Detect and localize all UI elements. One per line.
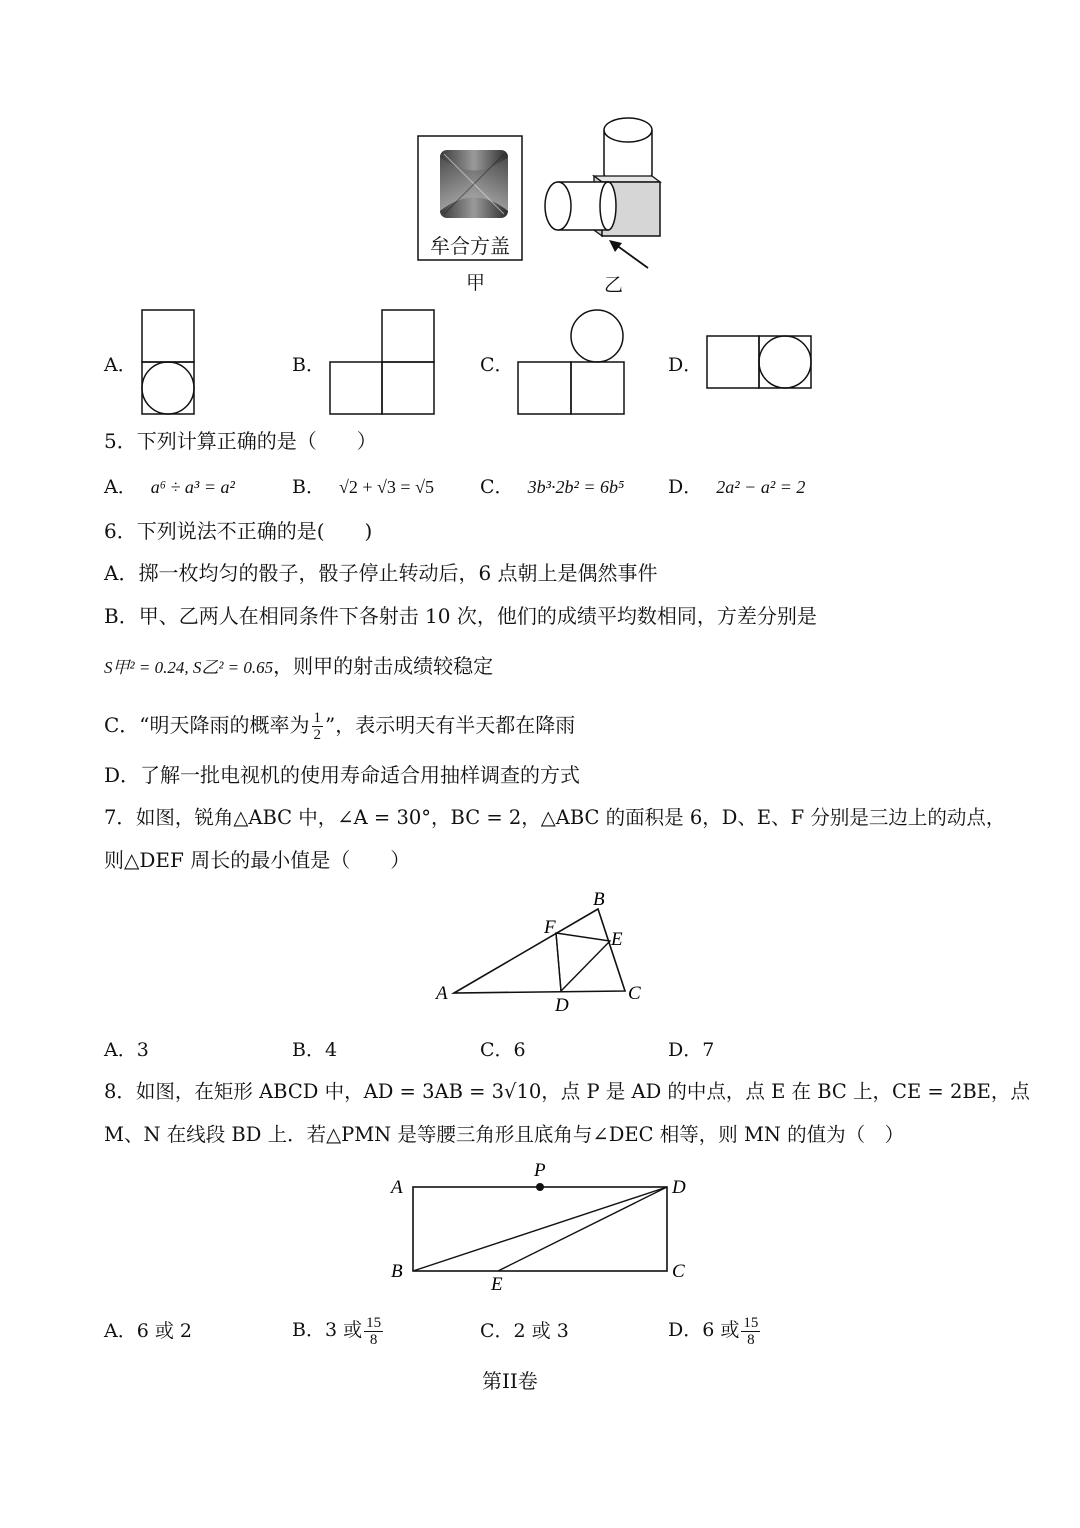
q8-option-d-den: 8 bbox=[747, 1331, 755, 1348]
q7-label-e: E bbox=[611, 929, 623, 950]
q5-option-a-label: A． bbox=[104, 476, 137, 498]
q4-option-d-label: D． bbox=[668, 354, 703, 376]
q8-option-b-pre: B．3 或 bbox=[292, 1319, 363, 1341]
q5-option-c bbox=[480, 474, 624, 500]
q8-option-b-den: 8 bbox=[369, 1331, 378, 1348]
q8-option-b-num: 15 bbox=[366, 1314, 382, 1331]
q8-label-b: B bbox=[391, 1261, 403, 1282]
q8-option-d-pre: D．6 或 bbox=[668, 1319, 740, 1341]
q8-label-a: A bbox=[391, 1177, 403, 1198]
q8-option-a: A．6 或 2 bbox=[104, 1320, 192, 1342]
q8-label-p: P bbox=[534, 1160, 546, 1181]
q7-triangle-figure bbox=[428, 885, 658, 1017]
q4-option-c-figure bbox=[516, 308, 628, 418]
q4-option-b-label: B． bbox=[292, 354, 325, 376]
q4-option-b-figure bbox=[328, 308, 438, 418]
q7-stem-line1: 7．如图，锐角△ABC 中，∠A = 30°，BC = 2，△ABC 的面积是 6，D、E、F 分别是三边上的动点， bbox=[104, 806, 1006, 829]
q8-option-c: C．2 或 3 bbox=[480, 1320, 569, 1342]
q5-option-d-label: D． bbox=[668, 476, 703, 498]
q4-label-yi: 乙 bbox=[604, 274, 624, 296]
q7-stem-line2: 则△DEF 周长的最小值是（ ） bbox=[104, 848, 411, 872]
q5-option-b bbox=[292, 474, 434, 500]
q8-label-e: E bbox=[491, 1274, 503, 1295]
section-title: 第II卷 bbox=[482, 1369, 538, 1393]
q6-option-a: A．掷一枚均匀的骰子，骰子停止转动后，6 点朝上是偶然事件 bbox=[104, 561, 658, 585]
q7-option-a: A．3 bbox=[104, 1039, 149, 1061]
q8-point-p bbox=[536, 1183, 544, 1191]
q7-label-b: B bbox=[593, 889, 605, 910]
q7-label-d: D bbox=[555, 995, 569, 1016]
q8-option-d-num: 15 bbox=[743, 1314, 759, 1331]
q4-label-jia: 甲 bbox=[466, 272, 486, 294]
q6-option-d: D．了解一批电视机的使用寿命适合用抽样调查的方式 bbox=[104, 763, 581, 787]
q8-stem-line1: 8．如图，在矩形 ABCD 中，AD = 3AB = 3√10，点 P 是 AD 的中点，点 E 在 BC 上，CE = 2BE，点 bbox=[104, 1080, 1030, 1103]
q5-option-b-expr: √2 + √3 = √5 bbox=[339, 477, 434, 497]
q5-option-a bbox=[104, 474, 235, 500]
q5-option-c-label: C． bbox=[480, 476, 514, 498]
q4-option-a-figure bbox=[140, 308, 198, 418]
q6-option-b-line2 bbox=[104, 653, 493, 681]
q8-stem-line2: M、N 在线段 BD 上．若△PMN 是等腰三角形且底角与∠DEC 相等，则 MN 的值为（ ） bbox=[104, 1123, 905, 1146]
q5-option-b-label: B． bbox=[292, 476, 325, 498]
q6-frac-den: 2 bbox=[313, 727, 322, 743]
q5-stem: 5．下列计算正确的是（ ） bbox=[104, 429, 377, 453]
q7-label-c: C bbox=[628, 983, 641, 1004]
q8-option-b-fraction bbox=[364, 1315, 383, 1348]
q5-option-c-expr: 3b³·2b² = 6b⁵ bbox=[527, 477, 625, 497]
q6-option-b-line1: B．甲、乙两人在相同条件下各射击 10 次，他们的成绩平均数相同，方差分别是 bbox=[104, 604, 817, 628]
q4-option-c-label: C． bbox=[480, 354, 514, 376]
q8-rectangle-figure bbox=[385, 1156, 705, 1296]
q6-probability-fraction bbox=[312, 710, 324, 743]
q7-label-f: F bbox=[544, 917, 556, 938]
q7-option-b: B．4 bbox=[292, 1039, 338, 1061]
q6-variance-expr: S甲² = 0.24, S乙² = 0.65 bbox=[104, 658, 274, 677]
q8-option-d bbox=[668, 1312, 762, 1348]
q8-option-b bbox=[292, 1312, 385, 1348]
q8-label-d: D bbox=[672, 1177, 686, 1198]
q5-option-d-expr: 2a² − a² = 2 bbox=[716, 477, 806, 497]
q4-box-label: 牟合方盖 bbox=[430, 234, 510, 258]
q6-variance-conclusion: ，则甲的射击成绩较稳定 bbox=[273, 654, 494, 678]
q5-option-a-expr: a⁶ ÷ a³ = a² bbox=[150, 477, 235, 497]
q7-label-a: A bbox=[436, 983, 448, 1004]
q7-option-d: D．7 bbox=[668, 1039, 715, 1061]
q6-frac-num: 1 bbox=[313, 710, 322, 726]
q4-figure bbox=[410, 110, 680, 300]
q4-option-d-figure bbox=[705, 334, 817, 392]
q6-option-c-post: ”，表示明天有半天都在降雨 bbox=[325, 713, 576, 737]
q4-option-a-label: A． bbox=[104, 354, 137, 376]
q6-option-c-pre: C．“明天降雨的概率为 bbox=[104, 713, 310, 737]
q5-option-d bbox=[668, 474, 805, 500]
q7-option-c: C．6 bbox=[480, 1039, 526, 1061]
q6-option-c bbox=[104, 708, 575, 743]
q6-stem: 6．下列说法不正确的是( ) bbox=[104, 519, 373, 543]
q8-label-c: C bbox=[672, 1261, 685, 1282]
q8-option-d-fraction bbox=[741, 1315, 760, 1348]
